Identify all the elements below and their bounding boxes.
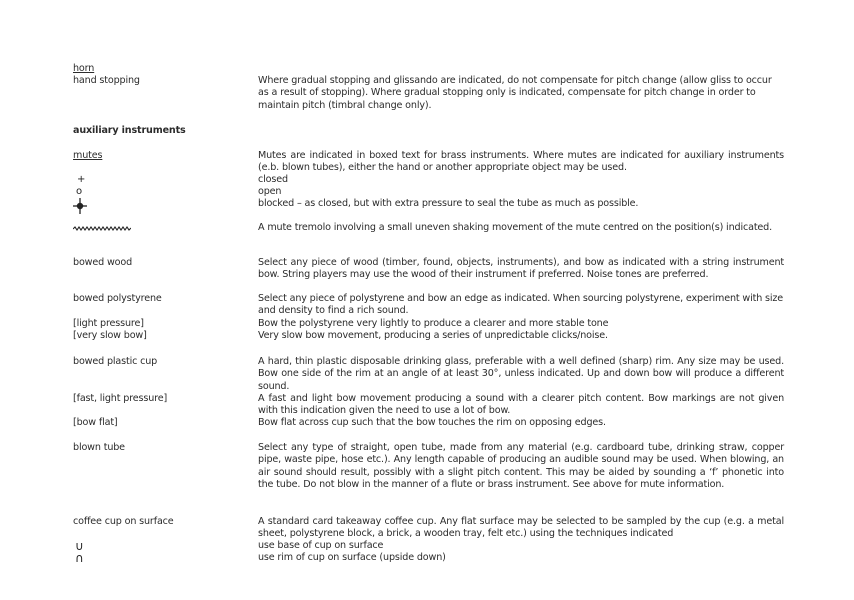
mute-closed-desc: closed [258,174,288,185]
bowed-polystyrene-term: bowed polystyrene [73,293,162,304]
bow-flat-term: [bow flat] [73,417,118,428]
fast-light-term: [fast, light pressure] [73,393,168,404]
fast-light-desc: A fast and light bow movement producing a sound with a clearer pitch content. Bow markings are not given with this indication given the need to use a lot of bow. [258,393,784,417]
bowed-polystyrene-desc: Select any piece of polystyrene and bow an edge as indicated. When sourcing polystyrene, experiment with size and density to find a rich sound. [258,293,784,317]
mutes-desc: Mutes are indicated in boxed text for brass instruments. Where mutes are indicated for auxiliary instruments (e.b. blown tubes), either the hand or another appropriate object may be used. [258,150,784,174]
circle-open-icon: o [76,186,82,197]
light-pressure-term: [light pressure] [73,318,144,329]
coffee-cup-desc: A standard card takeaway coffee cup. Any flat surface may be selected to be sampled by the cup (e.g. a metal sheet, polystyrene block, a brick, a wooden tray, felt etc.) using the techniques indicated [258,516,784,540]
very-slow-bow-desc: Very slow bow movement, producing a series of unpredictable clicks/noise. [258,330,608,341]
bowed-wood-desc: Select any piece of wood (timber, found, objects, instruments), and bow as indicated with a string instrument bow. String players may use the wood of their instrument if preferred. Noise tones are preferred. [258,257,784,281]
cup-base-desc: use base of cup on surface [258,540,384,551]
very-slow-bow-term: [very slow bow] [73,330,147,341]
horn-heading: horn [73,63,95,74]
coffee-cup-term: coffee cup on surface [73,516,174,527]
plus-closed-icon: + [77,174,86,185]
blown-tube-term: blown tube [73,442,125,453]
bowed-wood-term: bowed wood [73,257,133,268]
bowed-plastic-cup-desc: A hard, thin plastic disposable drinking glass, preferable with a well defined (sharp) rim. Any size may be used. Bow one side of the rim at an angle of at least 30°, unless indicated. Up and down bow will produce a different sound. [258,356,784,392]
light-pressure-desc: Bow the polystyrene very lightly to produce a clearer and more stable tone [258,318,609,329]
mute-open-desc: open [258,186,282,197]
cup-rim-desc: use rim of cup on surface (upside down) [258,552,446,563]
blocked-cross-icon [73,198,87,214]
bow-flat-desc: Bow flat across cup such that the bow touches the rim on opposing edges. [258,417,606,428]
tremolo-wave-icon [73,226,131,231]
bowed-plastic-cup-term: bowed plastic cup [73,356,158,367]
auxiliary-heading: auxiliary instruments [73,125,186,136]
mute-blocked-desc: blocked – as closed, but with extra pressure to seal the tube as much as possible. [258,198,639,209]
hand-stopping-term: hand stopping [73,75,140,86]
hand-stopping-desc: Where gradual stopping and glissando are indicated, do not compensate for pitch change (allow gliss to occur as a result of stopping). Where gradual stopping only is indicated, compensate for pitch change in order to maintain pitch (timbral change only). [258,75,772,111]
mute-tremolo-desc: A mute tremolo involving a small uneven shaking movement of the mute centred on the position(s) indicated. [258,222,773,233]
blown-tube-desc: Select any type of straight, open tube, made from any material (e.g. cardboard tube, drinking straw, copper pipe, waste pipe, hose etc.). Any length capable of producing an audible sound may be used. When blowing, an air sound should result, possibly with a slight pitch content. This may be aided by sounding a ‘f’ phonetic into the tube. Do not blow in the manner of a flute or brass instrument. See above for mute information. [258,442,784,491]
cup-rim-icon: ∩ [75,551,84,565]
mutes-term: mutes [73,150,103,161]
cup-base-icon: ∪ [75,539,84,553]
